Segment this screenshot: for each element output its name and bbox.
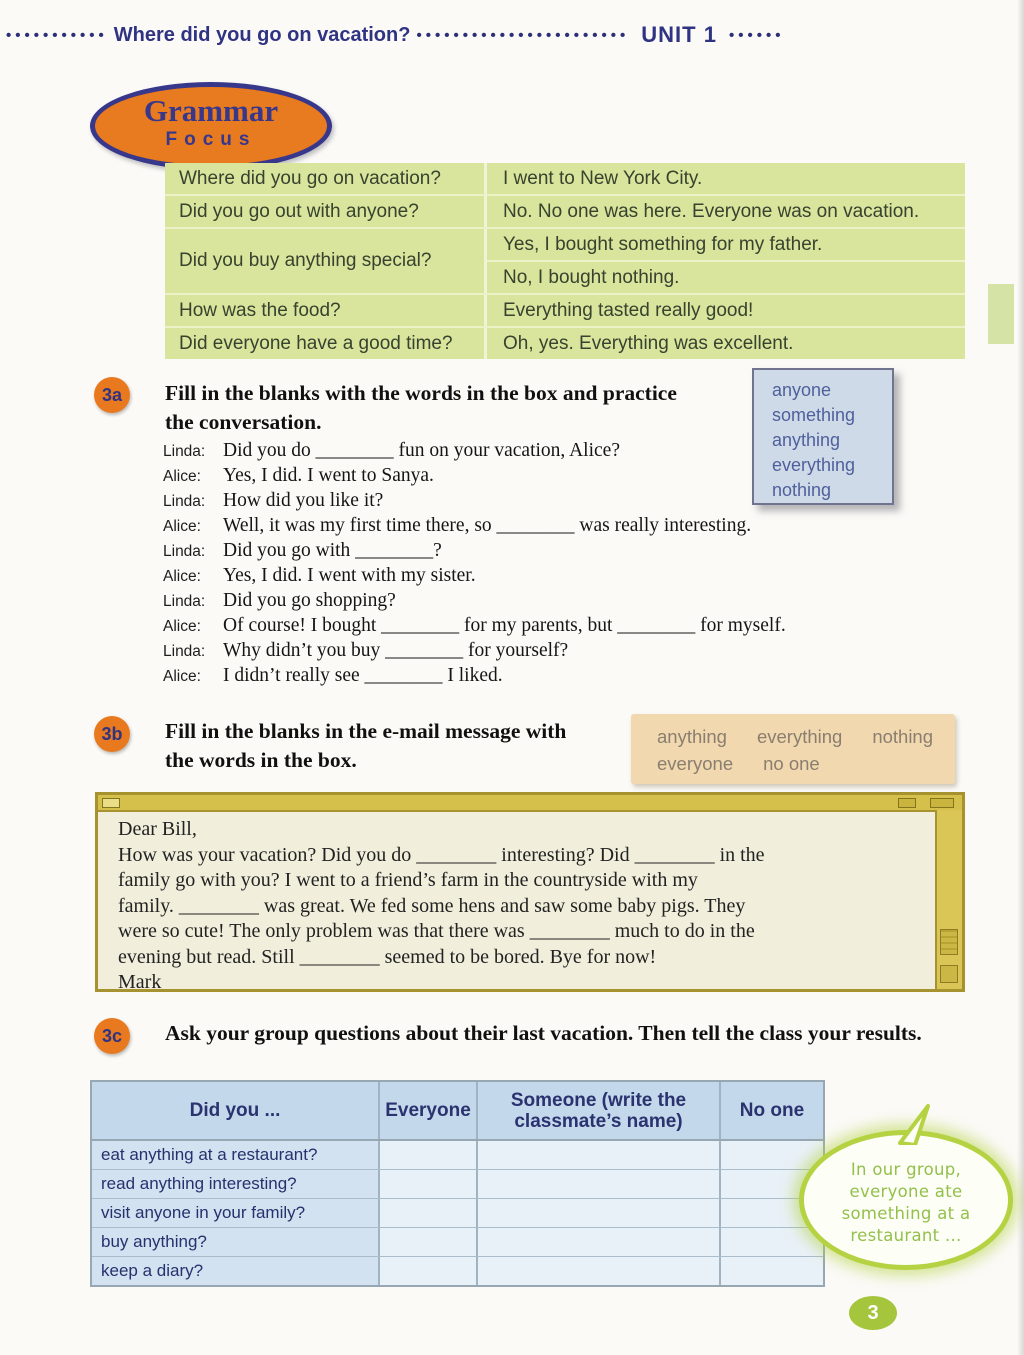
email-window xyxy=(95,792,965,992)
speech-bubble-line: In our group, xyxy=(850,1160,962,1179)
section-3c-heading: Ask your group questions about their last vacation. Then tell the class your results. xyxy=(165,1021,922,1045)
dialogue-line xyxy=(163,490,963,515)
window-menu-icon xyxy=(102,798,120,808)
speaker-label: Linda: xyxy=(163,643,206,660)
email-line: Dear Bill, xyxy=(118,818,197,840)
survey-header-cell: Everyone xyxy=(380,1082,478,1139)
dialogue-text: Did you go with ________? xyxy=(223,540,442,561)
email-line: family go with you? I went to a friend’s farm in the countryside with my xyxy=(118,869,698,891)
dialogue-text: Yes, I did. I went to Sanya. xyxy=(223,465,434,486)
grammar-question: Did you buy anything special? xyxy=(165,229,487,293)
scrollbar-thumb xyxy=(940,929,958,955)
speaker-label: Linda: xyxy=(163,443,206,460)
word-box-item: everything xyxy=(772,455,856,475)
section-3c-badge: 3c xyxy=(94,1018,130,1054)
word-box-item: anyone xyxy=(772,380,832,400)
word-box-item: something xyxy=(772,405,856,425)
survey-table xyxy=(90,1080,825,1287)
email-body xyxy=(98,812,962,996)
survey-empty-cell xyxy=(478,1170,721,1198)
survey-question: read anything interesting? xyxy=(92,1170,380,1198)
grammar-answer: Oh, yes. Everything was excellent. xyxy=(503,332,794,354)
speech-bubble-line: everyone ate xyxy=(849,1182,963,1201)
survey-question: buy anything? xyxy=(92,1228,380,1256)
grammar-question: Did you go out with anyone? xyxy=(165,196,487,227)
dialogue-line xyxy=(163,515,963,540)
word-box-item: nothing xyxy=(772,480,832,500)
speaker-label: Linda: xyxy=(163,493,206,510)
grammar-question: Where did you go on vacation? xyxy=(165,163,487,194)
section-3a-heading: Fill in the blanks with the words in the box and practice the conversation. xyxy=(165,381,677,434)
speech-bubble-tail xyxy=(892,1103,934,1145)
email-line: evening but read. Still ________ seemed to be bored. Bye for now! xyxy=(118,945,657,968)
survey-header-cell: No one xyxy=(739,1100,805,1121)
survey-question: eat anything at a restaurant? xyxy=(92,1141,380,1169)
header-dots-mid: ••••••••••••••••••••••• xyxy=(416,26,630,44)
grammar-answer: No. No one was here. Everyone was on vacation. xyxy=(503,200,920,222)
email-line: were so cute! The only problem was that there was ________ much to do in the xyxy=(118,920,755,942)
page-edge-shadow xyxy=(1017,0,1024,1355)
dialogue-text: Did you do ________ fun on your vacation, Alice? xyxy=(223,440,620,461)
grammar-question: Did everyone have a good time? xyxy=(165,328,487,359)
section-3a-badge: 3a xyxy=(94,377,130,413)
survey-empty-cell xyxy=(380,1170,478,1198)
survey-empty-cell xyxy=(478,1228,721,1256)
survey-empty-cell xyxy=(380,1257,478,1285)
dialogue-line xyxy=(163,540,963,565)
grammar-answer: I went to New York City. xyxy=(503,167,703,189)
survey-header-row xyxy=(92,1082,823,1141)
survey-empty-cell xyxy=(478,1199,721,1227)
grammar-focus-label-2: Focus xyxy=(165,129,257,150)
page-header xyxy=(6,22,956,48)
grammar-row xyxy=(165,163,965,196)
survey-question: visit anyone in your family? xyxy=(92,1199,380,1227)
survey-row xyxy=(92,1228,823,1257)
survey-row xyxy=(92,1141,823,1170)
survey-question: keep a diary? xyxy=(92,1257,380,1285)
grammar-row xyxy=(165,229,965,295)
grammar-answer-group xyxy=(487,229,965,293)
header-dots-left: ••••••••••• xyxy=(6,26,108,44)
dialogue-line xyxy=(163,465,963,490)
speaker-label: Linda: xyxy=(163,543,206,560)
minimize-icon xyxy=(898,798,916,808)
word-box-item: everyone xyxy=(657,753,734,774)
survey-empty-cell xyxy=(478,1257,721,1285)
page-bleed-strip xyxy=(988,284,1014,344)
word-box-row xyxy=(657,723,955,750)
header-dots-right: •••••• xyxy=(728,26,785,44)
dialogue-text: Why didn’t you buy ________ for yourself? xyxy=(223,640,569,661)
dialogue-line xyxy=(163,640,963,665)
survey-row xyxy=(92,1257,823,1285)
speech-bubble-text xyxy=(804,1159,1008,1247)
email-scrollbar xyxy=(935,810,962,989)
word-box-row xyxy=(657,750,955,777)
survey-empty-cell xyxy=(380,1199,478,1227)
email-titlebar xyxy=(98,795,962,812)
email-line: family. ________ was great. We fed some hens and saw some baby pigs. They xyxy=(118,894,746,917)
grammar-row xyxy=(165,328,965,359)
speech-bubble-line: restaurant ... xyxy=(850,1226,962,1245)
word-box-item: no one xyxy=(763,753,820,774)
survey-empty-cell xyxy=(380,1228,478,1256)
dialogue-text: Yes, I did. I went with my sister. xyxy=(223,565,476,586)
survey-header-cell: Someone (write the classmate’s name) xyxy=(478,1082,721,1139)
dialogue-line xyxy=(163,665,963,690)
speech-bubble-line: something at a xyxy=(841,1204,971,1223)
survey-empty-cell xyxy=(380,1141,478,1169)
dialogue-text: Did you go shopping? xyxy=(223,590,396,611)
grammar-answer: No, I bought nothing. xyxy=(503,266,680,288)
speaker-label: Alice: xyxy=(163,668,201,685)
grammar-question: How was the food? xyxy=(165,295,487,326)
survey-row xyxy=(92,1199,823,1228)
email-line: How was your vacation? Did you do ________ interesting? Did ________ in the xyxy=(118,843,765,866)
grammar-focus-badge xyxy=(90,82,332,170)
dialogue-line xyxy=(163,440,963,465)
survey-empty-cell xyxy=(478,1141,721,1169)
scrollbar-button xyxy=(940,965,958,983)
word-box-item: anything xyxy=(772,430,841,450)
grammar-row xyxy=(165,196,965,229)
email-line: Mark xyxy=(118,971,162,993)
dialogue-text: I didn’t really see ________ I liked. xyxy=(223,665,503,686)
grammar-answer: Everything tasted really good! xyxy=(503,299,754,321)
section-3b-heading: Fill in the blanks in the e-mail message with the words in the box. xyxy=(165,719,567,772)
speaker-label: Linda: xyxy=(163,593,206,610)
unit-label: UNIT 1 xyxy=(641,22,717,47)
word-box-item: anything xyxy=(657,726,727,747)
grammar-answer: Yes, I bought something for my father. xyxy=(487,229,965,262)
survey-empty-cell xyxy=(721,1257,823,1285)
dialogue-text: Well, it was my first time there, so ________ was really interesting. xyxy=(223,515,752,536)
grammar-row xyxy=(165,295,965,328)
word-box-item: nothing xyxy=(872,726,934,747)
grammar-focus-table xyxy=(165,163,965,359)
speaker-label: Alice: xyxy=(163,468,201,485)
page-title: Where did you go on vacation? xyxy=(113,23,411,46)
dialogue-text: How did you like it? xyxy=(223,490,384,511)
dialogue-line xyxy=(163,615,963,640)
page-number-badge: 3 xyxy=(849,1296,897,1330)
speaker-label: Alice: xyxy=(163,568,201,585)
word-box-3b xyxy=(631,714,955,784)
section-3b-badge: 3b xyxy=(94,716,130,752)
grammar-focus-label-1: Grammar xyxy=(143,93,279,128)
speech-bubble xyxy=(799,1130,1013,1270)
dialogue-text: Of course! I bought ________ for my parents, but ________ for myself. xyxy=(223,615,786,636)
survey-row xyxy=(92,1170,823,1199)
word-box-item: everything xyxy=(756,726,843,747)
dialogue-line xyxy=(163,590,963,615)
close-icon xyxy=(930,798,954,808)
conversation-3a xyxy=(163,440,963,690)
survey-header-cell: Did you ... xyxy=(92,1082,380,1139)
dialogue-line xyxy=(163,565,963,590)
speaker-label: Alice: xyxy=(163,618,201,635)
speaker-label: Alice: xyxy=(163,518,201,535)
